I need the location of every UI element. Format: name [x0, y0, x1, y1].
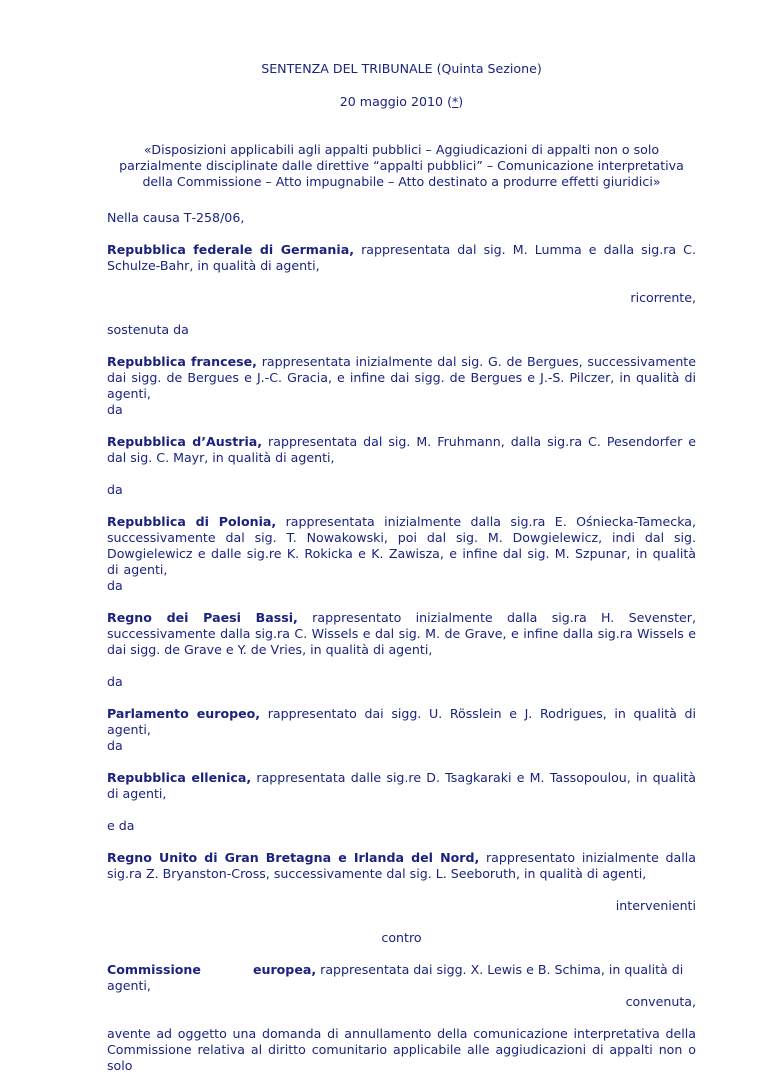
judgment-title: SENTENZA DEL TRIBUNALE (Quinta Sezione)	[261, 61, 542, 76]
da-label: da	[107, 578, 123, 593]
defendant-role: convenuta,	[625, 994, 696, 1009]
e-da-label: e da	[107, 818, 135, 833]
intervener-france: Repubblica francese, rappresentata inizialmente dal sig. G. de Bergues, successivamente dai sigg. de Bergues e J.‑C. Gracia, e infine dai sigg. de Bergues e J.‑S. Pilczer, in qualità di agenti,	[107, 354, 696, 401]
case-number-line: Nella causa T‑258/06,	[107, 210, 245, 225]
intervener-uk: Regno Unito di Gran Bretagna e Irlanda del Nord, rappresentato inizialmente dalla sig.ra Z. Bryanston-Cross, successivamente dal sig. L. Seeboruth, in qualità di agenti,	[107, 850, 696, 881]
footnote-link[interactable]: *	[451, 94, 459, 109]
interveners-role: intervenienti	[615, 898, 696, 913]
da-label: da	[107, 402, 123, 417]
applicant-role: ricorrente,	[630, 290, 696, 305]
judgment-date: 20 maggio 2010	[339, 94, 444, 109]
da-label: da	[107, 738, 123, 753]
contro-label: contro	[381, 930, 422, 945]
judgment-date-line: 20 maggio 2010 (*)	[339, 94, 464, 109]
intervener-austria: Repubblica d’Austria, rappresentata dal sig. M. Fruhmann, dalla sig.ra C. Pesendorfer e dal sig. C. Mayr, in qualità di agenti,	[107, 434, 696, 465]
subject-paragraph: avente ad oggetto una domanda di annullamento della comunicazione interpretativa della Commissione relativa al diritto comunitario applicabile alle aggiudicazioni di appalti non o solo	[107, 1026, 696, 1073]
intervener-greece: Repubblica ellenica, rappresentata dalle sig.re D. Tsagkaraki e M. Tassopoulou, in qualità di agenti,	[107, 770, 697, 801]
da-label: da	[107, 674, 123, 689]
defendant-name-part2: europea,	[252, 962, 317, 977]
keywords-summary: «Disposizioni applicabili agli appalti pubblici – Aggiudicazioni di appalti non o solo parzialmente disciplinate dalle direttive “appalti pubblici” – Comunicazione interpretativa della Commissione – Atto impugnabile – Atto destinato a produrre effetti giuridici»	[119, 142, 684, 189]
intervener-netherlands: Regno dei Paesi Bassi, rappresentato inizialmente dalla sig.ra H. Sevenster, successivamente dalla sig.ra C. Wissels e dal sig. M. de Grave, e infine dalla sig.ra Wissels e dai sigg. de Grave e Y. de Vries, in qualità di agenti,	[107, 610, 696, 657]
applicant-name: Repubblica federale di Germania,	[107, 242, 354, 257]
intervener-parliament: Parlamento europeo, rappresentato dai sigg. U. Rösslein e J. Rodrigues, in qualità di agenti,	[107, 706, 696, 737]
defendant-name-part1: Commissione	[107, 962, 201, 977]
applicant-paragraph: Repubblica federale di Germania, rappresentata dal sig. M. Lumma e dalla sig.ra C. Schulze-Bahr, in qualità di agenti,	[107, 242, 696, 273]
da-label: da	[107, 482, 123, 497]
intervener-poland: Repubblica di Polonia, rappresentata inizialmente dalla sig.ra E. Ośniecka-Tamecka, successivamente dal sig. T. Nowakowski, poi dal sig. M. Dowgielewicz, indi dal sig. Dowgielewicz e dalle sig.re K. Rokicka e K. Zawisza, e infine dal sig. M. Szpunar, in qualità di agenti,	[107, 514, 696, 577]
defendant-paragraph: Commissione europea, rappresentata dai sigg. X. Lewis e B. Schima, in qualità di agenti,	[107, 962, 684, 993]
supported-by-label: sostenuta da	[107, 322, 189, 337]
